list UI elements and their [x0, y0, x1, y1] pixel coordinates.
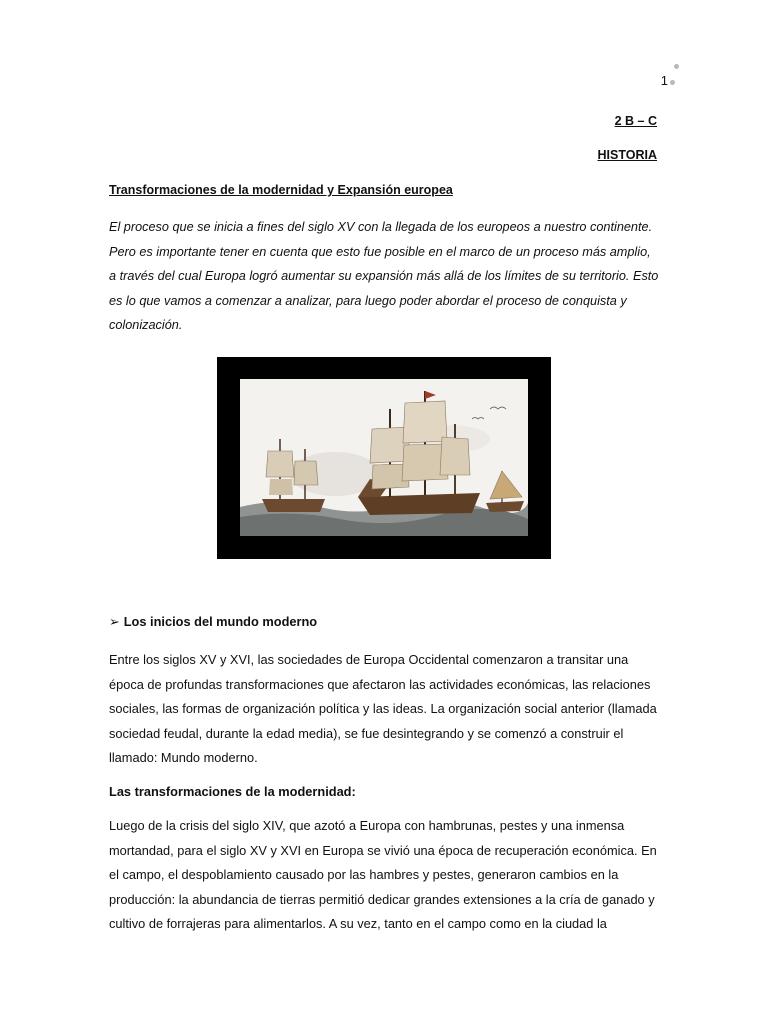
- subsection-heading: Las transformaciones de la modernidad:: [109, 783, 356, 799]
- section-heading: [109, 613, 659, 632]
- intro-paragraph: El proceso que se inicia a fines del siglo XV con la llegada de los europeos a nuestro continente. Pero es importante tener en cuenta que esto fue posible en el marco de un proceso más amplio, a través del cual Europa logró aumentar su expansión más allá de los límites de su territorio. Esto es lo que vamos a comenzar a analizar, para luego poder abordar el proceso de conquista y colonización.: [109, 220, 659, 333]
- document-title: Transformaciones de la modernidad y Expansión europea: [109, 183, 453, 197]
- document-body: [109, 181, 659, 937]
- arrow-bullet-icon: ➢: [109, 614, 120, 630]
- figure-frame: [217, 357, 551, 559]
- section-heading-text: Los inicios del mundo moderno: [123, 613, 318, 629]
- ships-drawing: [240, 379, 528, 536]
- subject-label: HISTORIA: [597, 148, 657, 162]
- page-corner-mark: [674, 64, 679, 69]
- page-number: 1: [660, 73, 668, 88]
- course-label: 2 B – C: [614, 114, 657, 128]
- sailing-ships-illustration: [240, 379, 528, 536]
- section-paragraph: Entre los siglos XV y XVI, las sociedades de Europa Occidental comenzaron a transitar una época de profundas transformaciones que afectaron las actividades económicas, las relaciones sociales, las formas de organización política y las ideas. La organización social anterior (llamada sociedad feudal, durante la edad media), se fue desintegrando y se comenzó a construir el llamado: Mundo moderno.: [109, 651, 657, 766]
- page-corner-mark: [670, 80, 675, 85]
- subsection-paragraph: Luego de la crisis del siglo XIV, que azotó a Europa con hambrunas, pestes y una inmensa mortandad, para el siglo XV y XVI en Europa se vivió una época de recuperación económica. En el campo, el despoblamiento causado por las hambres y pestes, generaron cambios en la producción: la abundancia de tierras permitió dedicar grandes extensiones a la cría de ganado y cultivo de forrajeras para alimentarlos. A su vez, tanto en el campo como en la ciudad la: [109, 817, 657, 932]
